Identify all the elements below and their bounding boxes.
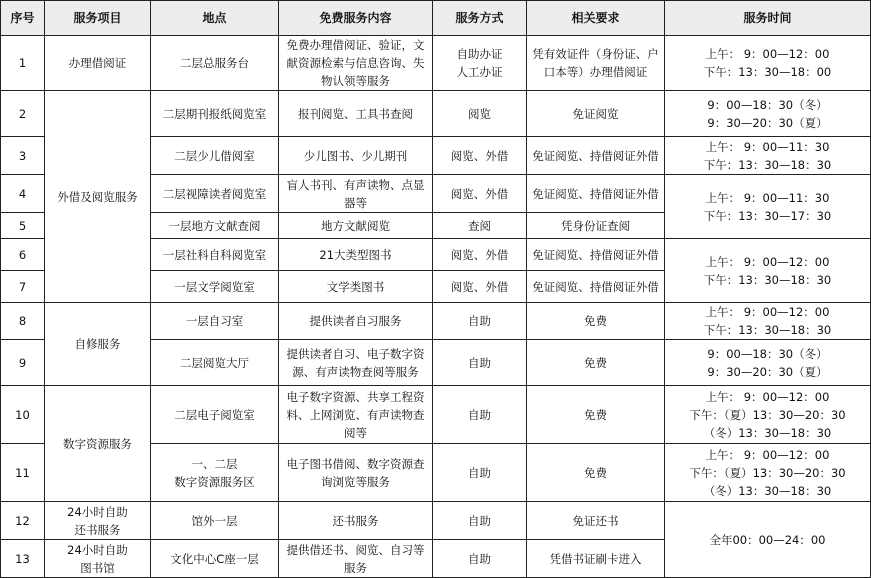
cell-time: 上午： 9：00—12：00 下午：13：30—18：30 bbox=[665, 303, 871, 340]
cell-mode: 阅览、外借 bbox=[433, 175, 527, 213]
cell-mode: 自助 bbox=[433, 340, 527, 386]
cell-no: 9 bbox=[1, 340, 45, 386]
cell-mode: 自助 bbox=[433, 444, 527, 502]
header-row bbox=[1, 1, 871, 36]
cell-content: 21大类型图书 bbox=[279, 239, 433, 271]
cell-time: 9：00—18：30（冬） 9：30—20：30（夏） bbox=[665, 340, 871, 386]
cell-content: 提供读者自习、电子数字资源、有声读物查阅等服务 bbox=[279, 340, 433, 386]
cell-time: 全年00：00—24：00 bbox=[665, 502, 871, 578]
cell-place: 二层期刊报纸阅览室 bbox=[151, 91, 279, 137]
cell-place: 二层阅览大厅 bbox=[151, 340, 279, 386]
group-lending: 外借及阅览服务 bbox=[45, 91, 151, 303]
cell-time: 9：00—18：30（冬） 9：30—20：30（夏） bbox=[665, 91, 871, 137]
cell-item: 办理借阅证 bbox=[45, 36, 151, 91]
cell-place: 一层自习室 bbox=[151, 303, 279, 340]
cell-place: 二层少儿借阅室 bbox=[151, 137, 279, 175]
cell-content: 地方文献阅览 bbox=[279, 213, 433, 239]
cell-no: 6 bbox=[1, 239, 45, 271]
cell-no: 12 bbox=[1, 502, 45, 540]
cell-requirement: 免证还书 bbox=[527, 502, 665, 540]
cell-requirement: 免费 bbox=[527, 340, 665, 386]
group-study: 自修服务 bbox=[45, 303, 151, 386]
cell-no: 13 bbox=[1, 540, 45, 578]
cell-mode: 自助 bbox=[433, 502, 527, 540]
table-row bbox=[1, 386, 871, 444]
cell-mode: 自助 bbox=[433, 386, 527, 444]
cell-content: 文学类图书 bbox=[279, 271, 433, 303]
cell-no: 7 bbox=[1, 271, 45, 303]
col-header-requirement: 相关要求 bbox=[527, 1, 665, 36]
table-row bbox=[1, 91, 871, 137]
col-header-content: 免费服务内容 bbox=[279, 1, 433, 36]
table-row bbox=[1, 36, 871, 91]
cell-place: 一、二层 数字资源服务区 bbox=[151, 444, 279, 502]
cell-content: 免费办理借阅证、验证，文献资源检索与信息咨询、失物认领等服务 bbox=[279, 36, 433, 91]
cell-content: 报刊阅览、工具书查阅 bbox=[279, 91, 433, 137]
cell-content: 提供读者自习服务 bbox=[279, 303, 433, 340]
cell-place: 二层电子阅览室 bbox=[151, 386, 279, 444]
cell-content: 盲人书刊、有声读物、点显器等 bbox=[279, 175, 433, 213]
cell-item: 24小时自助 还书服务 bbox=[45, 502, 151, 540]
cell-content: 提供借还书、阅览、自习等服务 bbox=[279, 540, 433, 578]
cell-requirement: 免费 bbox=[527, 386, 665, 444]
cell-content: 电子图书借阅、数字资源查询浏览等服务 bbox=[279, 444, 433, 502]
cell-place: 一层文学阅览室 bbox=[151, 271, 279, 303]
col-header-time: 服务时间 bbox=[665, 1, 871, 36]
cell-place: 文化中心C座一层 bbox=[151, 540, 279, 578]
cell-requirement: 免证阅览、持借阅证外借 bbox=[527, 271, 665, 303]
cell-no: 4 bbox=[1, 175, 45, 213]
cell-no: 8 bbox=[1, 303, 45, 340]
cell-no: 2 bbox=[1, 91, 45, 137]
cell-item: 24小时自助 图书馆 bbox=[45, 540, 151, 578]
cell-mode: 阅览、外借 bbox=[433, 137, 527, 175]
cell-time: 上午： 9：00—11：30 下午：13：30—18：30 bbox=[665, 137, 871, 175]
cell-place: 馆外一层 bbox=[151, 502, 279, 540]
table-row bbox=[1, 502, 871, 540]
cell-place: 二层总服务台 bbox=[151, 36, 279, 91]
cell-requirement: 免费 bbox=[527, 444, 665, 502]
cell-requirement: 凭有效证件（身份证、户口本等）办理借阅证 bbox=[527, 36, 665, 91]
cell-time: 上午： 9：00—12：00 下午：13：30—18：30 bbox=[665, 239, 871, 303]
cell-mode: 查阅 bbox=[433, 213, 527, 239]
cell-time: 上午： 9：00—12：00 下午：13：30—18：00 bbox=[665, 36, 871, 91]
cell-requirement: 免证阅览、持借阅证外借 bbox=[527, 175, 665, 213]
cell-requirement: 凭借书证刷卡进入 bbox=[527, 540, 665, 578]
cell-requirement: 免费 bbox=[527, 303, 665, 340]
cell-place: 一层地方文献查阅 bbox=[151, 213, 279, 239]
cell-time: 上午： 9：00—11：30 下午：13：30—17：30 bbox=[665, 175, 871, 239]
cell-requirement: 免证阅览、持借阅证外借 bbox=[527, 137, 665, 175]
cell-mode: 自助 bbox=[433, 540, 527, 578]
cell-mode: 自助 bbox=[433, 303, 527, 340]
cell-requirement: 免证阅览 bbox=[527, 91, 665, 137]
cell-mode: 阅览 bbox=[433, 91, 527, 137]
cell-no: 10 bbox=[1, 386, 45, 444]
cell-mode: 阅览、外借 bbox=[433, 271, 527, 303]
cell-content: 还书服务 bbox=[279, 502, 433, 540]
cell-place: 二层视障读者阅览室 bbox=[151, 175, 279, 213]
col-header-item: 服务项目 bbox=[45, 1, 151, 36]
cell-no: 1 bbox=[1, 36, 45, 91]
cell-content: 电子数字资源、共享工程资料、上网浏览、有声读物查阅等 bbox=[279, 386, 433, 444]
cell-time: 上午： 9：00—12：00 下午：（夏）13：30—20：30 （冬）13：30—18：30 bbox=[665, 444, 871, 502]
cell-requirement: 免证阅览、持借阅证外借 bbox=[527, 239, 665, 271]
cell-no: 11 bbox=[1, 444, 45, 502]
group-digital: 数字资源服务 bbox=[45, 386, 151, 502]
cell-no: 3 bbox=[1, 137, 45, 175]
cell-content: 少儿图书、少儿期刊 bbox=[279, 137, 433, 175]
cell-time: 上午： 9：00—12：00 下午：（夏）13：30—20：30 （冬）13：30—18：30 bbox=[665, 386, 871, 444]
col-header-no: 序号 bbox=[1, 1, 45, 36]
cell-place: 一层社科自科阅览室 bbox=[151, 239, 279, 271]
cell-mode: 阅览、外借 bbox=[433, 239, 527, 271]
cell-requirement: 凭身份证查阅 bbox=[527, 213, 665, 239]
table-row bbox=[1, 303, 871, 340]
cell-mode: 自助办证 人工办证 bbox=[433, 36, 527, 91]
col-header-mode: 服务方式 bbox=[433, 1, 527, 36]
col-header-place: 地点 bbox=[151, 1, 279, 36]
cell-no: 5 bbox=[1, 213, 45, 239]
